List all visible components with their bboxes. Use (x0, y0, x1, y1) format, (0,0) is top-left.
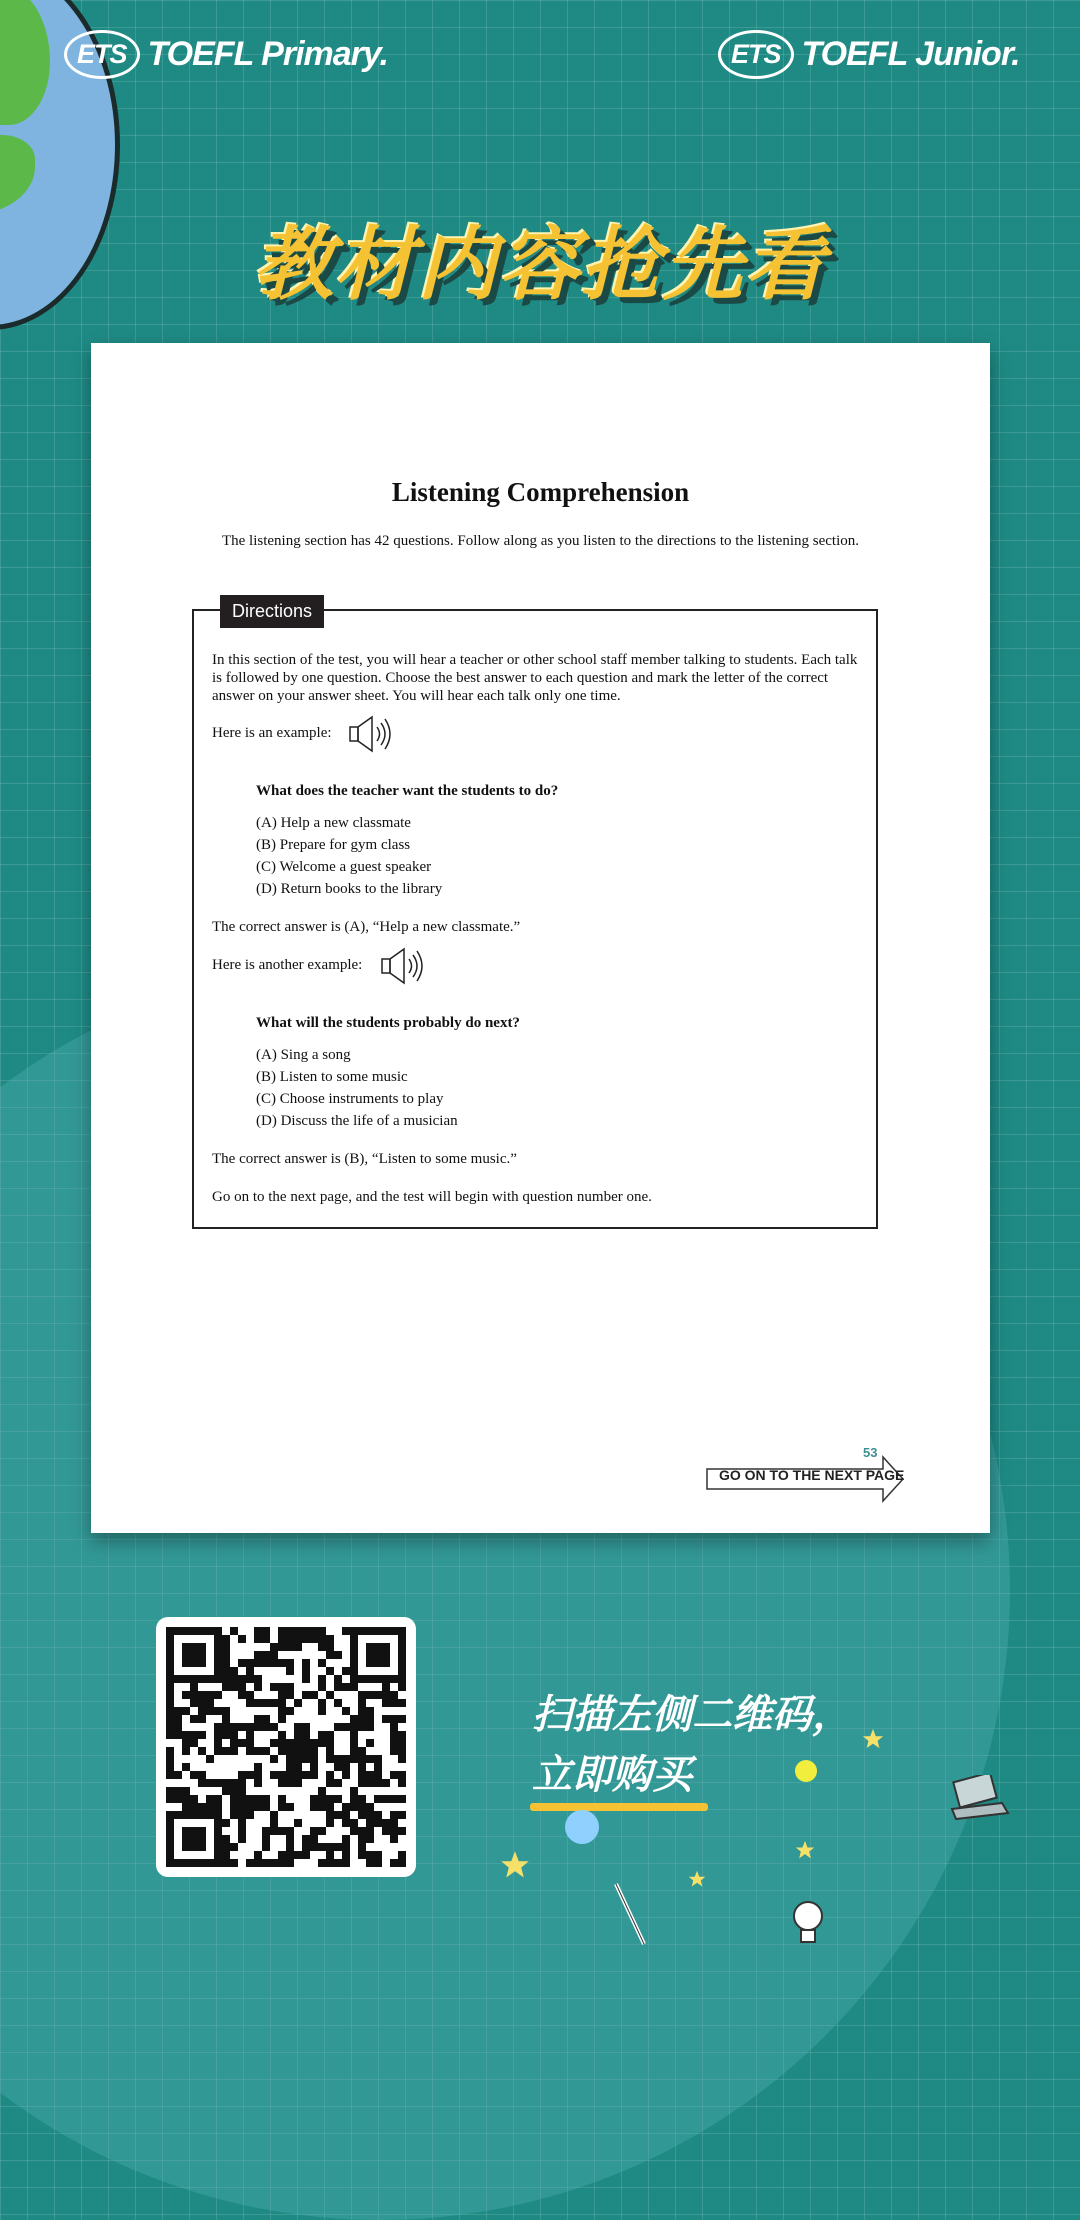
example1-option-c: (C) Welcome a guest speaker (256, 859, 432, 875)
example2-option-c: (C) Choose instruments to play (256, 1091, 444, 1107)
lightbulb-icon (778, 1890, 838, 1955)
next-page-arrow (705, 1455, 905, 1508)
star-icon (862, 1728, 878, 1744)
page-number: 53 (863, 1445, 878, 1460)
document-page (91, 343, 990, 1533)
closing-text: Go on to the next page, and the test will begin with question number one. (212, 1189, 652, 1205)
star-icon (795, 1840, 815, 1865)
speaker-icon[interactable] (380, 947, 428, 985)
planet-icon (795, 1760, 817, 1782)
laptop-icon (946, 1775, 1010, 1826)
example1-answer: The correct answer is (A), “Help a new classmate.” (212, 919, 521, 935)
example1-option-a: (A) Help a new classmate (256, 815, 411, 831)
example2-option-a: (A) Sing a song (256, 1047, 351, 1063)
ets-logo-left: ETS (64, 30, 140, 79)
headline: 教材内容抢先看 (253, 218, 827, 311)
directions-label: Directions (220, 595, 324, 628)
toefl-primary-logo (64, 30, 388, 79)
example1-option-d: (D) Return books to the library (256, 881, 443, 897)
example2-prompt: Here is another example: (212, 957, 363, 973)
next-page-label: GO ON TO THE NEXT PAGE (719, 1467, 905, 1483)
example2-option-d: (D) Discuss the life of a musician (256, 1113, 458, 1129)
toefl-junior-logo (718, 30, 1020, 79)
toefl-junior-text: TOEFL Junior. (801, 35, 1020, 73)
qr-code-icon (166, 1627, 406, 1867)
cta-line2: 立即购买 (532, 1752, 692, 1798)
pen-icon (610, 1880, 650, 1955)
example2-option-b: (B) Listen to some music (256, 1069, 408, 1085)
ets-logo-right: ETS (718, 30, 794, 79)
star-icon (500, 1850, 530, 1885)
example2-question: What will the students probably do next? (256, 1015, 520, 1031)
toefl-primary-text: TOEFL Primary. (147, 35, 388, 73)
example1-question: What does the teacher want the students to do? (256, 783, 559, 799)
example1-option-b: (B) Prepare for gym class (256, 837, 411, 853)
planet-icon (565, 1810, 599, 1844)
cta-line1: 扫描左侧二维码， (532, 1692, 852, 1738)
document-title: Listening Comprehension (391, 477, 690, 507)
speaker-icon[interactable] (348, 715, 396, 753)
directions-text: In this section of the test, you will hear a teacher or other school staff member talking to students. Each talk is followed by one question. Choose the best answer to each question and mark the letter of the correct answer on your answer sheet. You will hear each talk only one time. (212, 652, 858, 704)
star-icon (688, 1870, 706, 1893)
cta-underline (530, 1803, 708, 1811)
directions-box (192, 601, 878, 1229)
document-intro: The listening section has 42 questions. Follow along as you listen to the directions to the listening section. (221, 533, 859, 549)
example1-prompt: Here is an example: (212, 725, 332, 741)
example2-answer: The correct answer is (B), “Listen to some music.” (212, 1151, 517, 1167)
qr-code[interactable] (156, 1617, 416, 1877)
